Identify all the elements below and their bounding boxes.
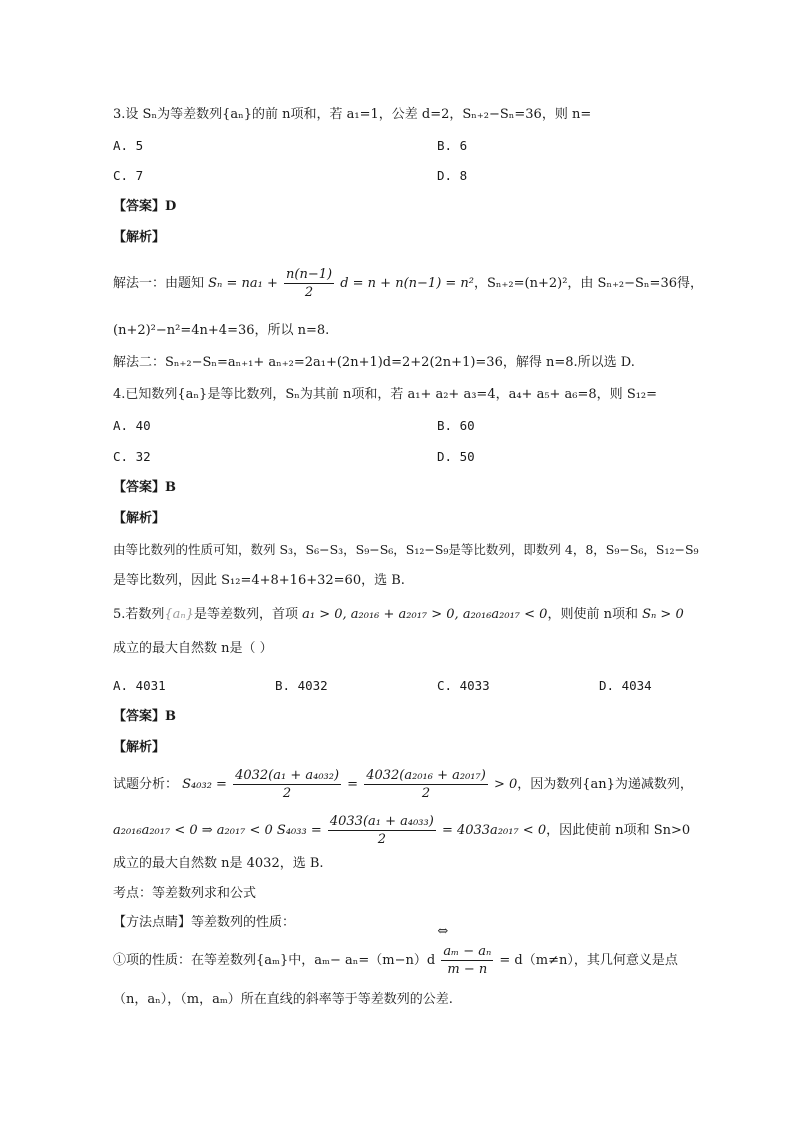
q3-stem: 3.设 Sₙ为等差数列{aₙ}的前 n项和，若 a₁=1，公差 d=2，Sₙ₊₂−Sₙ=36，则 n=: [113, 107, 592, 122]
q5-option-b: B. 4032: [275, 678, 328, 693]
q3-method1-frac-den: 2: [304, 285, 314, 300]
q5-frac1: [233, 767, 341, 802]
q3-method1-frac-num: n(n−1): [286, 267, 333, 282]
q4-option-d: D. 50: [437, 449, 475, 464]
q5-answer: 【答案】B: [113, 709, 176, 724]
q5-stem-condition: a₁ > 0, a₂₀₁₆ + a₂₀₁₇ > 0, a₂₀₁₆a₂₀₁₇ < 0: [302, 607, 548, 622]
q5-analysis-label: 【解析】: [113, 740, 166, 755]
q5-option-a: A. 4031: [113, 678, 166, 693]
q5-frac3: [328, 813, 436, 848]
q5-a2-lhs: a₂₀₁₆a₂₀₁₇ < 0 ⇒ a₂₀₁₇ < 0 S₄₀₃₃ =: [113, 823, 322, 838]
q4-option-a: A. 40: [113, 418, 151, 433]
q5-stem-prefix: 5.若数列: [113, 607, 165, 622]
q5-frac2-den: 2: [421, 786, 431, 801]
q3-method1-formula-lhs: Sₙ = na₁ +: [208, 276, 278, 291]
q5-property-line2: （n，aₙ），（m，aₘ）所在直线的斜率等于等差数列的公差.: [113, 992, 453, 1007]
q3-method2: 解法二：Sₙ₊₂−Sₙ=aₙ₊₁+ aₙ₊₂=2a₁+(2n+1)d=2+2(2n+1)=36，解得 n=8.所以选 D.: [113, 355, 635, 370]
q5-analysis-line2: [113, 813, 690, 848]
q5-property-prefix: ①项的性质：在等差数列{aₘ}中，aₘ− aₙ=（m−n）d: [113, 953, 436, 968]
q4-analysis-line2: 是等比数列，因此 S₁₂=4+8+16+32=60，选 B.: [113, 573, 405, 588]
q5-property-fraction: [441, 943, 493, 978]
q5-frac1-den: 2: [282, 786, 292, 801]
q5-stem-sn: Sₙ > 0: [642, 607, 684, 622]
q3-answer: 【答案】D: [113, 199, 177, 214]
q5-stem-line2: 成立的最大自然数 n是（ ）: [113, 641, 273, 656]
q3-option-b: B. 6: [437, 138, 468, 153]
q5-equals: =: [347, 777, 359, 792]
q4-analysis-label: 【解析】: [113, 511, 166, 526]
q5-analysis-prefix: 试题分析：: [113, 777, 179, 792]
q3-method1-line1: [113, 266, 703, 301]
q4-answer: 【答案】B: [113, 480, 176, 495]
q5-a2-rhs: = 4033a₂₀₁₇ < 0: [441, 823, 547, 838]
q5-property-equivalence: [437, 924, 495, 978]
q3-option-c: C. 7: [113, 168, 144, 183]
q5-property-frac-num: aₘ − aₙ: [443, 944, 492, 959]
q5-s4032: S₄₀₃₂ =: [182, 777, 227, 792]
q5-frac3-den: 2: [377, 832, 386, 847]
q3-analysis-label: 【解析】: [113, 230, 166, 245]
q5-analysis-line3: 成立的最大自然数 n是 4032，选 B.: [113, 856, 324, 871]
q5-option-c: C. 4033: [437, 678, 490, 693]
q3-method1-formula-rhs: d = n + n(n−1) = n²: [340, 276, 475, 291]
q5-frac1-num: 4032(a₁ + a₄₀₃₂): [235, 768, 340, 783]
q5-frac2: [364, 767, 488, 802]
q3-method1-prefix: 解法一：由题知: [113, 276, 205, 291]
q5-analysis-tail2: ，因此使前 n项和 Sn>0: [546, 823, 691, 838]
q5-stem-after: ，则使前 n项和: [547, 607, 638, 622]
q5-stem-line1: [113, 606, 684, 624]
q4-option-c: C. 32: [113, 449, 151, 464]
q5-method-title: 【方法点睛】等差数列的性质：: [113, 915, 296, 930]
q3-method1-fraction: [284, 266, 334, 301]
q3-method1-line2: (n+2)²−n²=4n+4=36，所以 n=8.: [113, 323, 330, 338]
q3-option-a: A. 5: [113, 138, 144, 153]
q5-stem-mid: 是等差数列，首项: [193, 607, 298, 622]
q5-analysis-line1: [113, 767, 693, 802]
q4-stem: 4.已知数列{aₙ}是等比数列，Sₙ为其前 n项和，若 a₁+ a₂+ a₃=4，a₄+ a₅+ a₆=8，则 S₁₂=: [113, 387, 658, 402]
q5-gt-zero: > 0: [493, 777, 518, 792]
q5-property-arrow: ⇔: [437, 924, 449, 939]
q5-analysis-tail1: ，因为数列{an}为递减数列，: [517, 777, 693, 792]
q3-option-d: D. 8: [437, 168, 468, 183]
q5-property-frac-den: m − n: [447, 962, 488, 977]
q5-frac2-num: 4032(a₂₀₁₆ + a₂₀₁₇): [366, 768, 486, 783]
q5-option-d: D. 4034: [599, 678, 652, 693]
q3-method1-tail: ，Sₙ₊₂=(n+2)²，由 Sₙ₊₂−Sₙ=36得，: [474, 276, 703, 291]
q5-stem-seq: {aₙ}: [164, 607, 194, 622]
q5-kaodian: 考点：等差数列求和公式: [113, 886, 257, 901]
q4-option-b: B. 60: [437, 418, 475, 433]
q4-analysis-line1: 由等比数列的性质可知，数列 S₃，S₆−S₃，S₉−S₆，S₁₂−S₉是等比数列，即数列 4，8，S₉−S₆，S₁₂−S₉: [113, 542, 699, 557]
q5-frac3-num: 4033(a₁ + a₄₀₃₃): [329, 814, 434, 829]
q5-property-tail: = d（m≠n），其几何意义是点: [499, 953, 678, 968]
q5-property-line1: [113, 924, 678, 978]
